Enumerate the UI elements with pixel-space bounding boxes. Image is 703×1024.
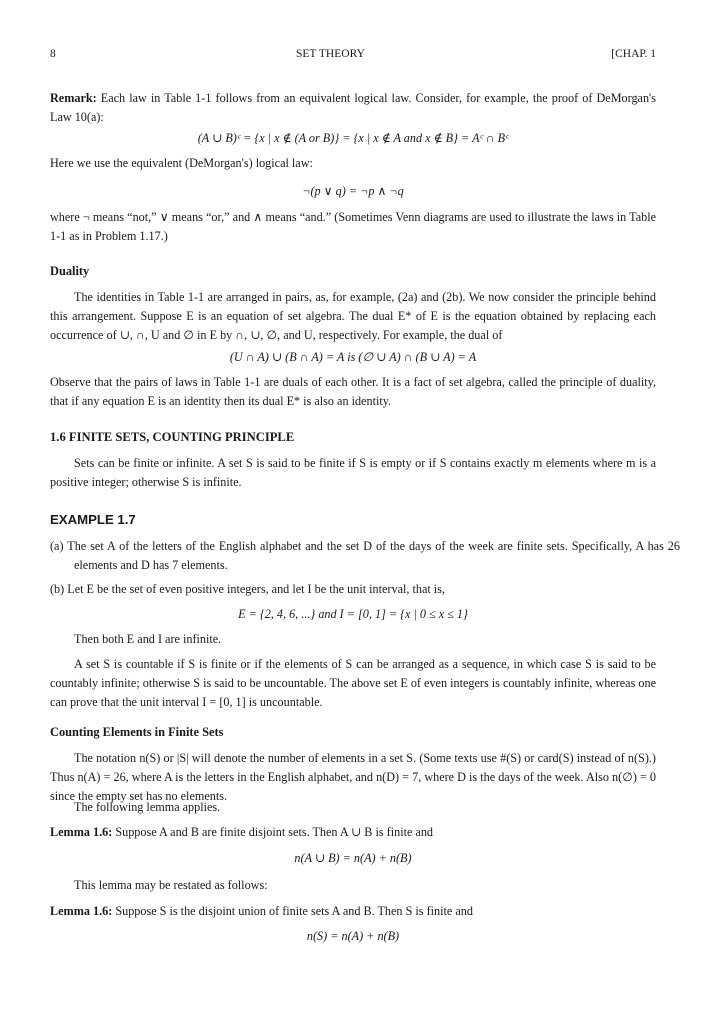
lemma-label: Lemma 1.6: [50,825,113,839]
remark-explanation: where ¬ means “not,” ∨ means “or,” and ∧ means “and.” (Sometimes Venn diagrams are used to illustrate the laws in Table 1-1 as in Problem 1.17.) [50,210,656,243]
remark-paragraph [50,89,656,127]
lemma-text: Suppose S is the disjoint union of finite sets A and B. Then S is finite and [115,904,473,918]
lemma-equation: n(S) = n(A) + n(B) [306,929,400,943]
counting-paragraph: The notation n(S) or |S| will denote the number of elements in a set S. (Some texts use #(S) or card(S) instead of n(S).) Thus n(A) = 26, where A is the letters in the English alphabet, and n(D) = 7, where D is the days of the week. Also n(∅) = 0 since the empty set has no elements. [50,751,656,803]
countable-paragraph: A set S is countable if S is finite or if the elements of S can be arranged as a sequence, in which case S is said to be countably infinite; otherwise S is said to be uncountable. The above set E of even integers is countably infinite, whereas one can prove that the unit interval I = [0, 1] is uncountable. [50,657,656,709]
chapter-label: [CHAP. 1 [611,48,656,60]
running-title: SET THEORY [296,48,365,60]
lemma-1-6-second [50,902,656,921]
lemma-label: Lemma 1.6: [50,904,113,918]
lemma-text: Suppose A and B are finite disjoint sets. Then A ∪ B is finite and [115,825,434,839]
example-equation: E = {2, 4, 6, ...} and I = [0, 1] = {x | 0 ≤ x ≤ 1} [238,607,468,621]
finite-sets-paragraph: Sets can be finite or infinite. A set S is said to be finite if S is empty or if S contains exactly m elements where m is a positive integer; otherwise S is infinite. [50,456,656,489]
duality-principle-paragraph: Observe that the pairs of laws in Table 1-1 are duals of each other. It is a fact of set algebra, called the principle of duality, that if any equation E is an identity then its dual E* is also an identity. [50,375,656,408]
remark-label: Remark: [50,91,97,105]
page-number: 8 [50,48,56,60]
restate-line: This lemma may be restated as follows: [74,878,268,892]
book-page [50,0,680,1024]
example-item-b-conclusion: Then both E and I are infinite. [74,632,222,646]
duality-equation: (U ∩ A) ∪ (B ∩ A) = A is (∅ ∪ A) ∩ (B ∪ A) = A [229,350,477,364]
section-heading: 1.6 FINITE SETS, COUNTING PRINCIPLE [50,430,295,444]
logic-law: ¬(p ∨ q) = ¬p ∧ ¬q [302,184,404,198]
logic-intro: Here we use the equivalent (DeMorgan's) logical law: [50,156,313,170]
lemma-equation: n(A ∪ B) = n(A) + n(B) [294,851,412,865]
running-head [50,48,656,64]
lemma-1-6-first [50,823,656,842]
example-item-b: (b) Let E be the set of even positive integers, and let I be the unit interval, that is, [50,582,445,596]
counting-heading: Counting Elements in Finite Sets [50,725,224,739]
demorgan-equation: (A ∪ B)ᶜ = {x | x ∉ (A or B)} = {x | x ∉ A and x ∉ B} = Aᶜ ∩ Bᶜ [197,131,509,145]
lemma-intro: The following lemma applies. [74,800,221,814]
example-item-a: (a) The set A of the letters of the English alphabet and the set D of the days of the week are finite sets. Specifically, A has 26 elements and D has 7 elements. [50,539,680,572]
remark-text: Each law in Table 1-1 follows from an equivalent logical law. Consider, for example, the proof of DeMorgan's Law 10(a): [50,91,656,124]
duality-heading: Duality [50,264,90,278]
example-heading: EXAMPLE 1.7 [50,512,136,527]
duality-paragraph: The identities in Table 1-1 are arranged in pairs, as, for example, (2a) and (2b). We now consider the principle behind this arrangement. Suppose E is an equation of set algebra. The dual E* of E is the equation obtained by replacing each occurrence of ∪, ∩, U and ∅ in E by ∩, ∪, ∅, and U, respectively. For example, the dual of [50,290,656,342]
